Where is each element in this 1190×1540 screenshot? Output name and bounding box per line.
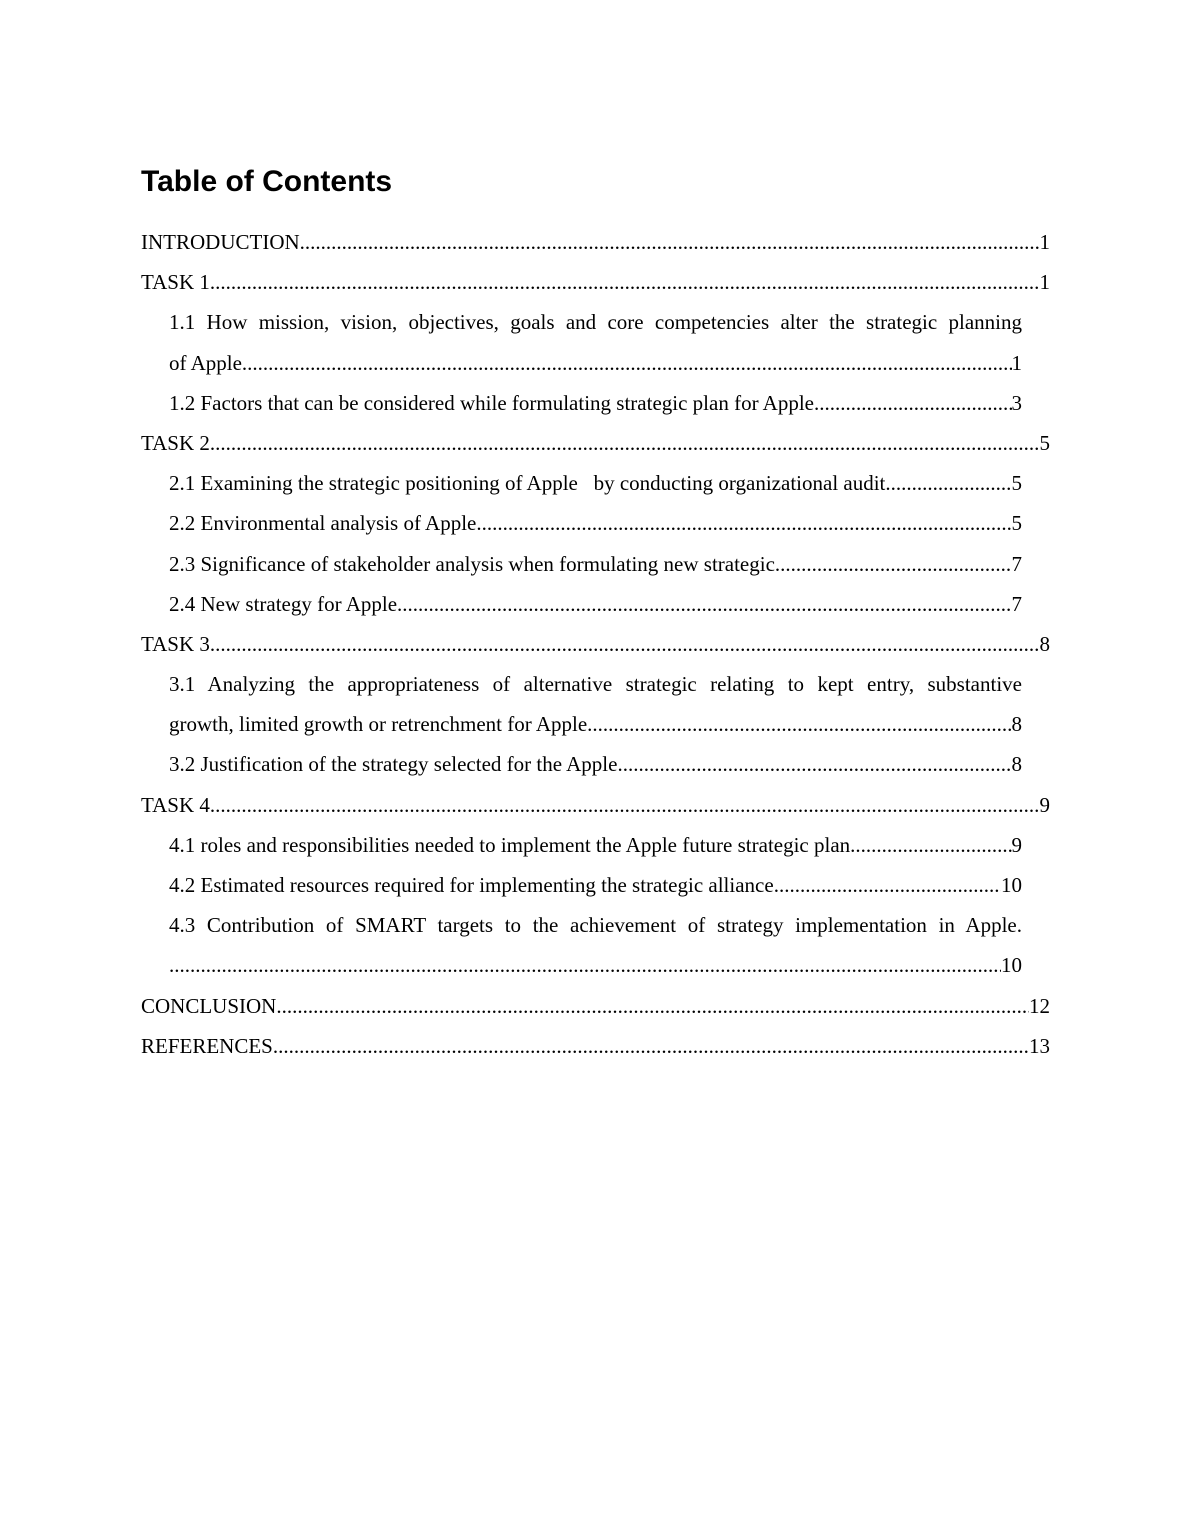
toc-entry-task-4[interactable] [141,785,1050,825]
toc-entry-text: 2.2 Environmental analysis of Apple [169,511,477,536]
toc-entry-page: 7 [1011,591,1022,616]
toc-entry-text: INTRODUCTION [141,230,300,254]
dot-leader [300,222,1040,262]
toc-entry-task-1[interactable] [141,262,1050,302]
toc-entry-text: TASK 4 [141,792,210,817]
dot-leader [210,262,1040,302]
dot-leader [775,544,1012,584]
toc-entry-task-3[interactable] [141,624,1050,664]
dot-leader [210,785,1040,825]
toc-entry-page: 8 [1011,752,1022,777]
toc-entry-task-2[interactable] [141,423,1050,463]
toc-entry-references[interactable] [141,1026,1050,1066]
toc-entry-text: CONCLUSION [141,993,277,1018]
toc-entry-text: 2.3 Significance of stakeholder analysis when formulating new strategic [169,551,775,576]
toc-entry-3-1[interactable] [169,664,1022,744]
dot-leader [814,383,1012,423]
dot-leader [397,584,1011,624]
toc-entry-page: 12 [1029,993,1050,1018]
dot-leader [476,503,1011,543]
dot-leader [210,423,1040,463]
toc-entry-page: 5 [1011,471,1022,496]
toc-entry-text: 4.2 Estimated resources required for implementing the strategic alliance [169,873,774,897]
dot-leader [276,986,1029,1026]
dot-leader [891,463,1012,503]
toc-entry-page: 10 [1001,953,1022,978]
toc-entry-page: 9 [1011,832,1022,857]
toc-entry-page: 8 [1011,712,1022,737]
table-of-contents [141,222,1050,1066]
dot-leader [210,624,1040,664]
dot-leader [169,945,1001,985]
toc-entry-text-line-1: 4.3 Contribution of SMART targets to the achievement of strategy implementation in Apple. [169,913,1022,938]
dot-leader [850,825,1011,865]
toc-entry-1-1[interactable] [169,302,1022,382]
toc-entry-text: 2.4 New strategy for Apple [169,591,398,616]
dot-leader [242,343,1012,383]
toc-entry-text-line-1: 3.1 Analyzing the appropriateness of alternative strategic relating to kept entry, substantive [169,672,1022,697]
toc-entry-page: 1 [1011,350,1022,375]
toc-entry-2-1[interactable] [169,463,1022,503]
toc-entry-page: 9 [1039,792,1050,817]
toc-entry-4-3[interactable] [169,905,1022,985]
toc-entry-page: 5 [1039,430,1050,455]
toc-entry-page: 10 [1001,873,1022,897]
toc-entry-conclusion[interactable] [141,986,1050,1026]
toc-entry-text: REFERENCES [141,1033,273,1058]
toc-entry-page: 13 [1029,1033,1050,1058]
page-title: Table of Contents [141,165,393,198]
toc-entry-page: 1 [1039,270,1050,295]
toc-entry-2-4[interactable] [169,584,1022,624]
toc-entry-page: 5 [1011,511,1022,536]
toc-entry-1-2[interactable] [169,383,1022,423]
toc-entry-text: TASK 1 [141,270,210,295]
toc-entry-page: 1 [1039,230,1050,254]
dot-leader [587,704,1011,744]
toc-entry-text: 1.2 Factors that can be considered while formulating strategic plan for Apple [169,390,814,415]
toc-entry-3-2[interactable] [169,744,1022,784]
dot-leader [617,744,1011,784]
toc-entry-text: 3.2 Justification of the strategy selected for the Apple [169,752,618,777]
dot-leader [273,1026,1029,1066]
toc-entry-2-3[interactable] [169,544,1022,584]
toc-entry-text: 2.1 Examining the strategic positioning of Apple by conducting organizational audit. [169,471,891,496]
toc-entry-text: TASK 2 [141,430,210,455]
toc-entry-page: 3 [1011,390,1022,415]
toc-entry-4-1[interactable] [169,825,1022,865]
toc-entry-2-2[interactable] [169,503,1022,543]
dot-leader [774,865,1001,905]
toc-entry-text: of Apple [169,350,242,375]
toc-entry-text-line-1: 1.1 How mission, vision, objectives, goals and core competencies alter the strategic planning [169,310,1022,335]
toc-entry-text: TASK 3 [141,631,210,656]
toc-entry-page: 8 [1039,631,1050,656]
toc-entry-introduction[interactable] [141,222,1050,262]
toc-entry-page: 7 [1011,551,1022,576]
toc-entry-text: growth, limited growth or retrenchment for Apple [169,712,588,737]
toc-entry-4-2[interactable] [169,865,1022,905]
toc-entry-text: 4.1 roles and responsibilities needed to implement the Apple future strategic plan [169,832,851,857]
